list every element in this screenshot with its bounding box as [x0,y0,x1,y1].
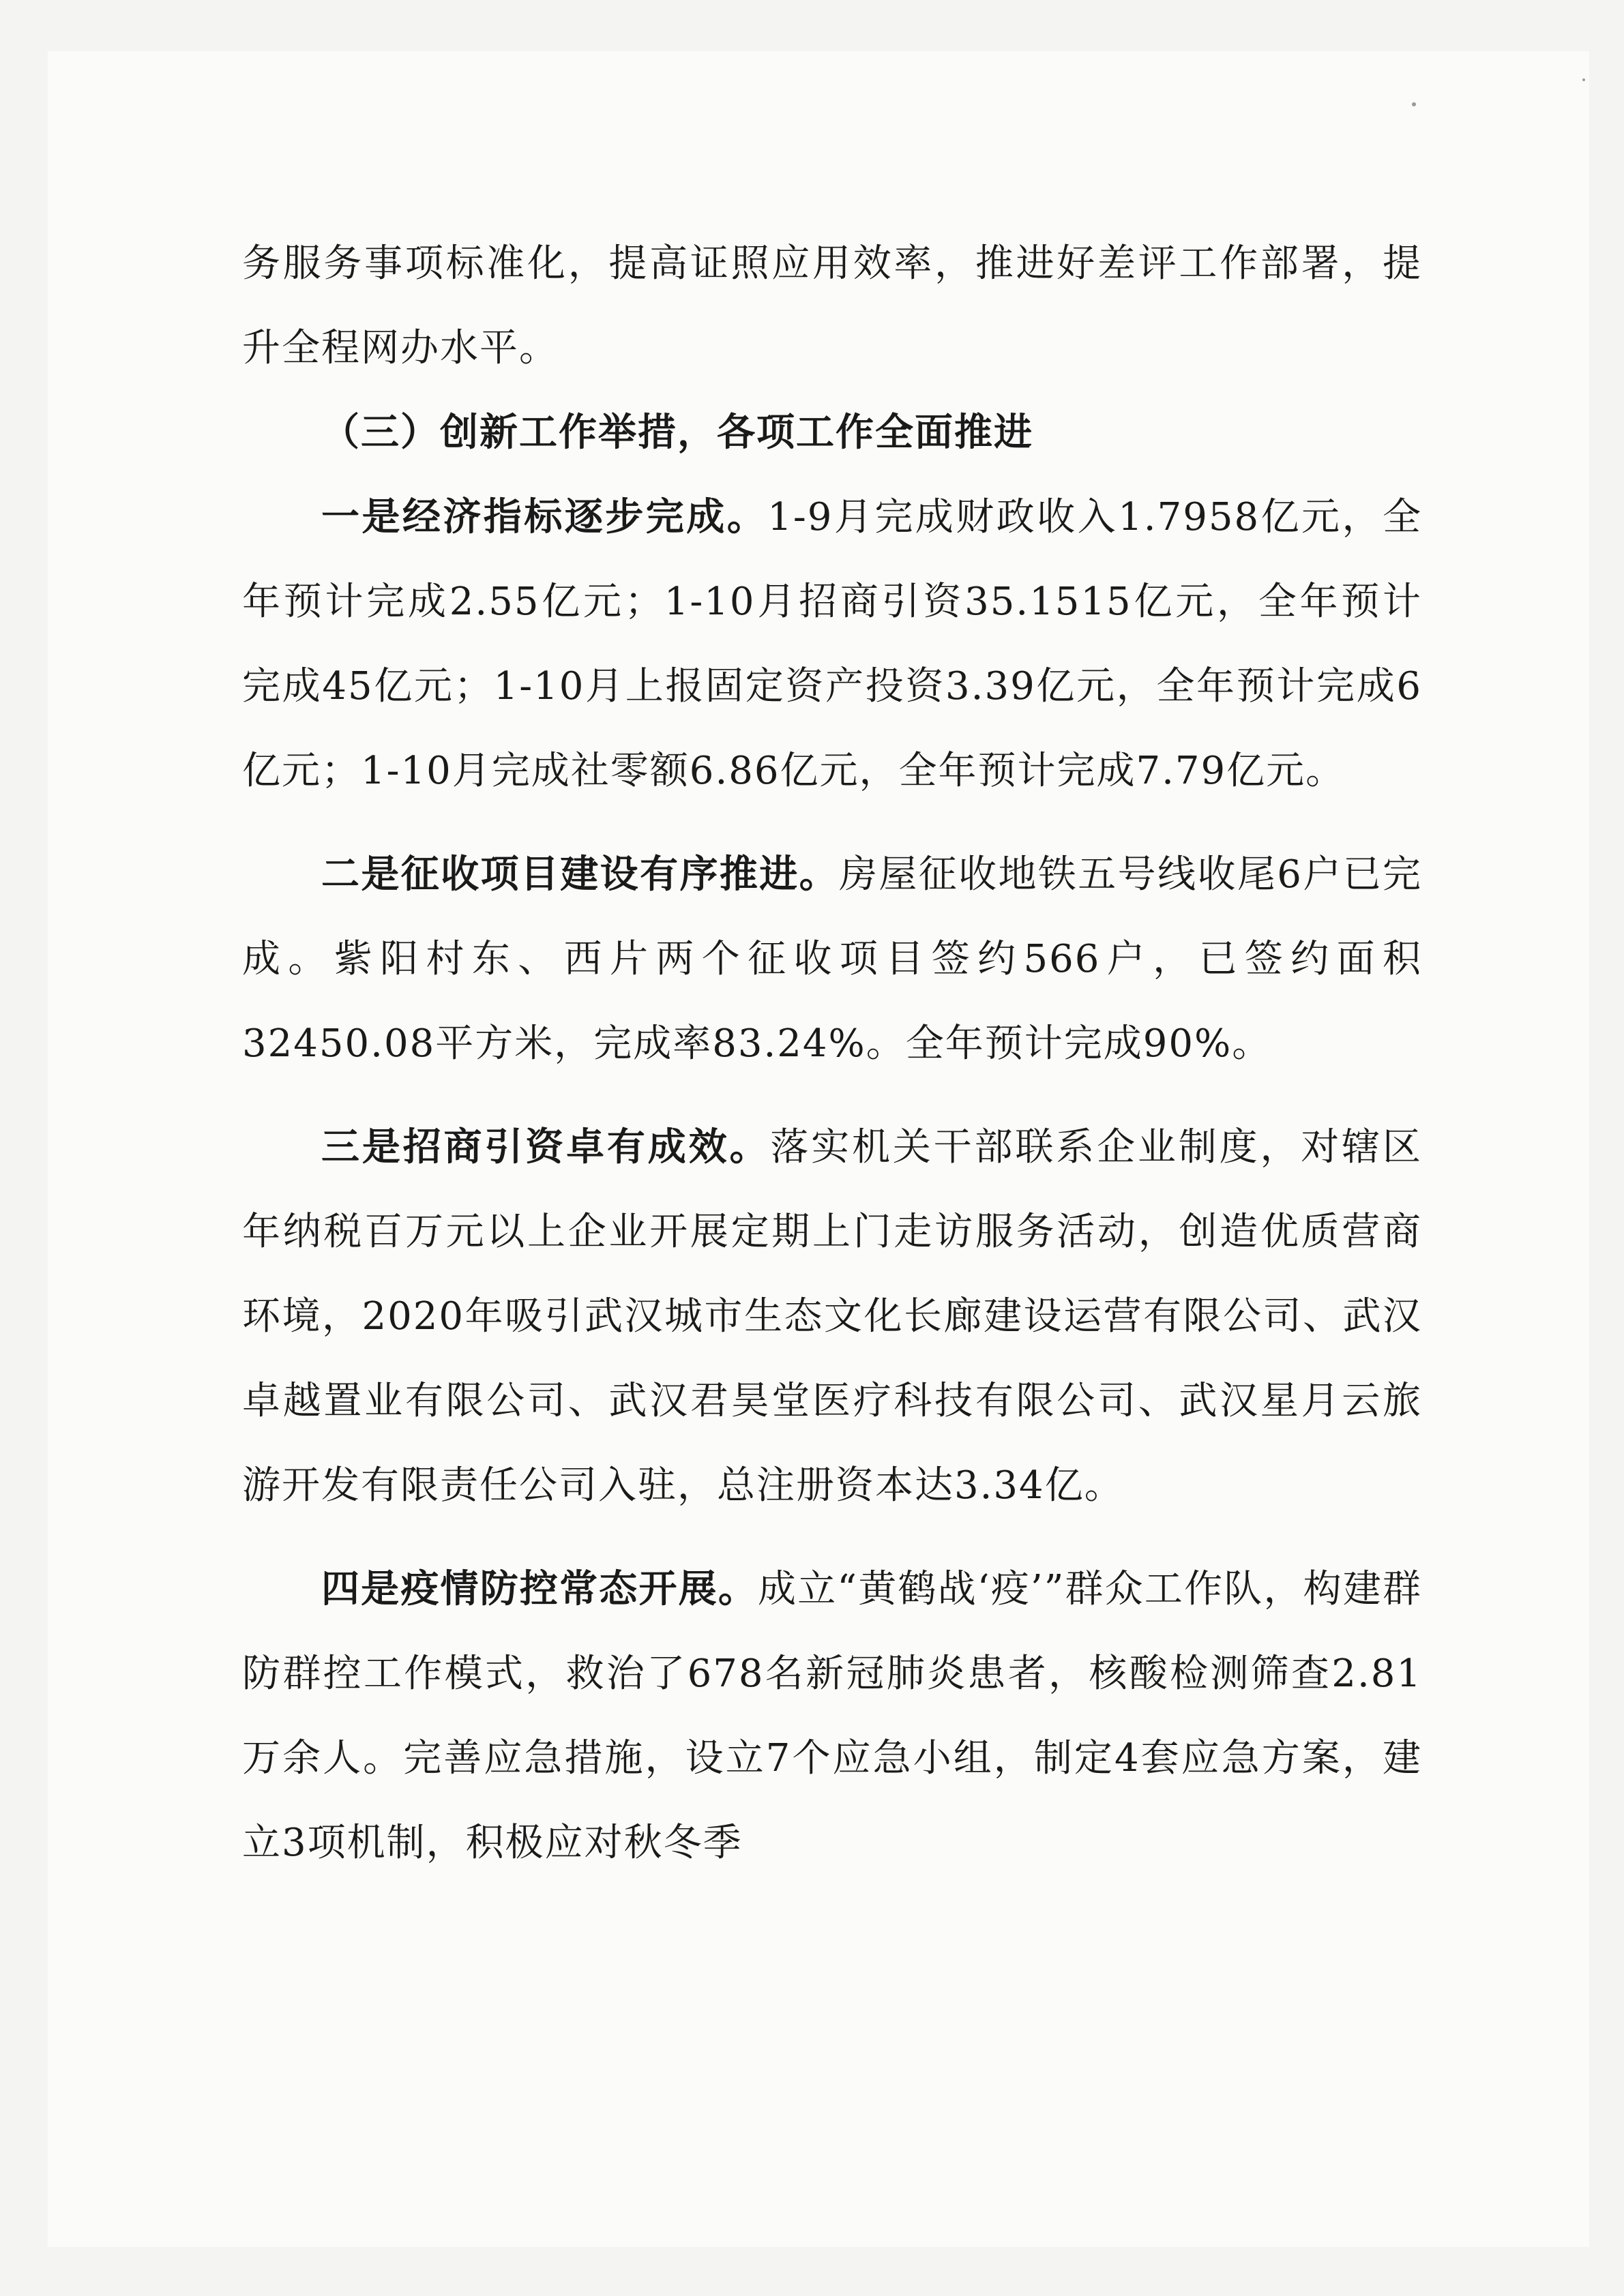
paragraph-investment [242,1105,1422,1528]
paragraph-lead: 二是征收项目建设有序推进。 [321,852,839,897]
section-heading: （三）创新工作举措，各项工作全面推进 [321,411,1033,455]
paragraph-lead: 一是经济指标逐步完成。 [321,495,768,539]
paragraph-economic-indicators [242,475,1422,814]
paragraph-lead: 三是招商引资卓有成效。 [321,1125,771,1169]
paragraph-lead: 四是疫情防控常态开展。 [321,1567,758,1611]
scan-speck [1412,102,1416,106]
paragraph-epidemic-control [242,1547,1422,1885]
paragraph-text: 落实机关干部联系企业制度，对辖区年纳税百万元以上企业开展定期上门走访服务活动，创造优质营商环境，2020年吸引武汉城市生态文化长廊建设运营有限公司、武汉卓越置业有限公司、武汉君昊堂医疗科技有限公司、武汉星月云旅游开发有限责任公司入驻，总注册资本达3.34亿。 [242,1125,1423,1508]
paragraph-text: 务服务事项标准化，提高证照应用效率，推进好差评工作部署，提升全程网办水平。 [242,241,1422,370]
paragraph-expropriation [242,833,1422,1086]
scan-speck [1582,78,1585,81]
paragraph-text: 1-9月完成财政收入1.7958亿元，全年预计完成2.55亿元；1-10月招商引资35.1515亿元，全年预计完成45亿元；1-10月上报固定资产投资3.39亿元，全年预计完成6亿元；1-10月完成社零额6.86亿元，全年预计完成7.79亿元。 [242,495,1423,793]
paragraph-text: 成立“黄鹤战‘疫’”群众工作队，构建群防群控工作模式，救治了678名新冠肺炎患者，核酸检测筛查2.81万余人。完善应急措施，设立7个应急小组，制定4套应急方案，建立3项机制，积极应对秋冬季 [242,1567,1423,1865]
document-body [242,222,1422,1885]
document-page [48,51,1589,2247]
paragraph-continued [242,222,1422,391]
paragraph-text: 房屋征收地铁五号线收尾6户已完成。紫阳村东、西片两个征收项目签约566户，已签约面积32450.08平方米，完成率83.24%。全年预计完成90%。 [242,852,1423,1066]
